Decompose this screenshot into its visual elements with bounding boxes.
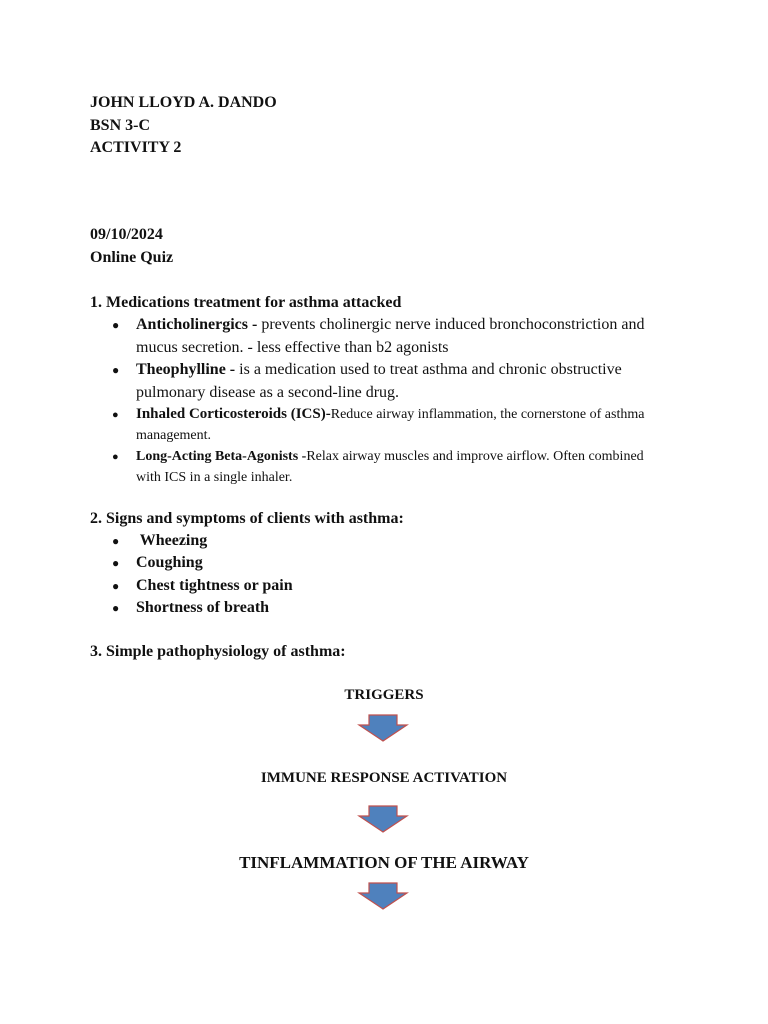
list-item — [90, 359, 670, 404]
medication-term: Inhaled Corticosteroids (ICS)- — [136, 406, 331, 422]
medication-term: Long-Acting Beta-Agonists - — [136, 449, 307, 464]
down-arrow-shape — [359, 806, 407, 832]
symptom-label: Chest tightness or pain — [136, 576, 293, 594]
symptom-label: Shortness of breath — [136, 598, 270, 616]
bullet-icon: ● — [112, 578, 120, 593]
medication-term: Anticholinergics - — [136, 316, 258, 333]
symptom-label: Coughing — [136, 554, 203, 572]
medication-description: Reduce airway inflammation, the cornerstone of asthma management. — [136, 407, 645, 443]
list-item — [90, 446, 670, 488]
bullet-icon: ● — [112, 318, 120, 332]
medication-term: Theophylline - — [136, 361, 236, 378]
list-item — [90, 314, 670, 359]
down-arrow-shape — [359, 715, 407, 741]
question-3-title: 3. Simple pathophysiology of asthma: — [90, 643, 346, 660]
bullet-icon: ● — [112, 600, 120, 615]
question-1-title: 1. Medications treatment for asthma attacked — [90, 294, 402, 311]
activity-title: ACTIVITY 2 — [90, 139, 182, 156]
down-arrow-icon — [357, 805, 409, 833]
bullet-icon: ● — [112, 409, 119, 421]
symptom-list — [90, 530, 670, 619]
student-name: JOHN LLOYD A. DANDO — [90, 94, 277, 111]
medication-description: prevents cholinergic nerve induced bronchoconstriction and mucus secretion. - less effective than b2 agonists — [136, 316, 645, 356]
down-arrow-shape — [359, 883, 407, 909]
symptom-label: Wheezing — [136, 532, 208, 549]
flow-step-immune-response: IMMUNE RESPONSE ACTIVATION — [260, 770, 508, 786]
student-section: BSN 3-C — [90, 116, 151, 134]
bullet-icon: ● — [112, 363, 120, 377]
bullet-icon: ● — [112, 451, 119, 463]
list-item — [90, 552, 670, 574]
bullet-icon: ● — [112, 556, 120, 571]
question-2-title: 2. Signs and symptoms of clients with asthma: — [90, 510, 404, 527]
list-item — [90, 530, 670, 552]
medication-list — [90, 314, 670, 488]
quiz-info — [90, 224, 173, 269]
student-header — [90, 92, 277, 160]
down-arrow-icon — [357, 882, 409, 910]
medication-description: Relax airway muscles and improve airflow. Often combined with ICS in a single inhaler. — [136, 449, 644, 485]
list-item — [90, 575, 670, 597]
quiz-date: 09/10/2024 — [90, 226, 163, 243]
quiz-title: Online Quiz — [90, 248, 174, 266]
flow-step-triggers: TRIGGERS — [344, 687, 424, 703]
medication-description: is a medication used to treat asthma and chronic obstructive pulmonary disease as a second-line drug. — [136, 361, 622, 401]
bullet-icon: ● — [112, 534, 120, 548]
list-item — [90, 404, 670, 446]
list-item — [90, 597, 670, 619]
down-arrow-icon — [357, 714, 409, 742]
flow-step-inflammation: TINFLAMMATION OF THE AIRWAY — [239, 853, 529, 872]
